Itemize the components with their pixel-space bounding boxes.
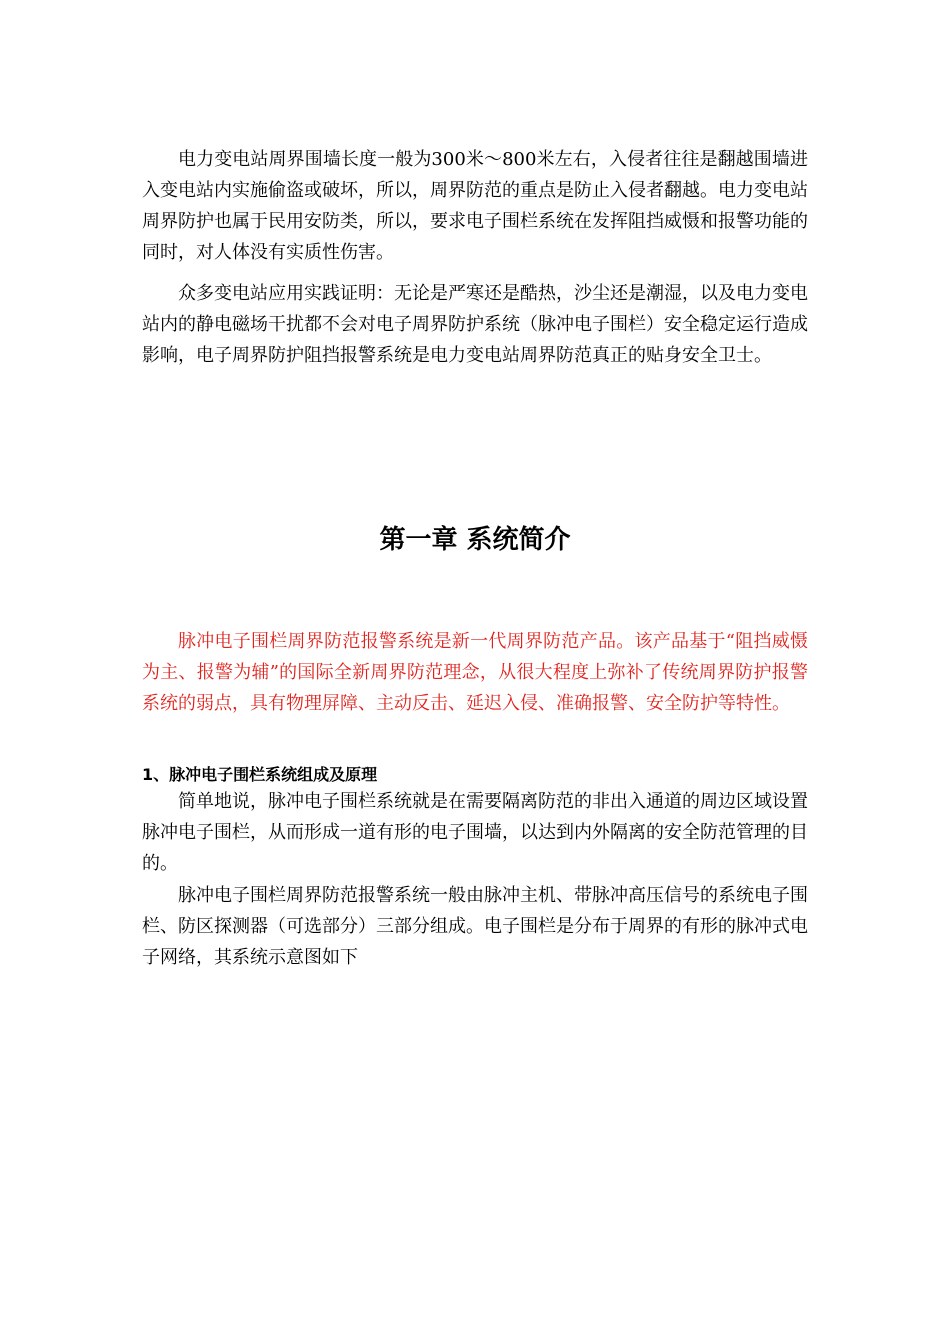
intro-paragraph-perimeter-length: 电力变电站周界围墙长度一般为300米～800米左右，入侵者往往是翻越围墙进入变电站内实施偷盗或破坏，所以，周界防范的重点是防止入侵者翻越。电力变电站周界防护也属于民用安防类，所以，要求电子围栏系统在发挥阻挡威慑和报警功能的同时，对人体没有实质性伤害。: [142, 149, 808, 263]
document-page: [142, 0, 808, 1344]
chapter-title: 第一章 系统简介: [379, 525, 571, 555]
section-heading: 1、脉冲电子围栏系统组成及原理: [142, 765, 378, 784]
section-paragraph-definition: 简单地说，脉冲电子围栏系统就是在需要隔离防范的非出入通道的周边区域设置脉冲电子围栏，从而形成一道有形的电子围墙，以达到内外隔离的安全防范管理的目的。: [142, 791, 808, 874]
intro-paragraph-field-practice: 众多变电站应用实践证明：无论是严寒还是酷热，沙尘还是潮湿，以及电力变电站内的静电磁场干扰都不会对电子周界防护系统（脉冲电子围栏）安全稳定运行造成影响，电子周界防护阻挡报警系统是电力变电站周界防范真正的贴身安全卫士。: [142, 283, 808, 366]
section-paragraph-composition: 脉冲电子围栏周界防范报警系统一般由脉冲主机、带脉冲高压信号的系统电子围栏、防区探测器（可选部分）三部分组成。电子围栏是分布于周界的有形的脉冲式电子网络，其系统示意图如下: [142, 885, 808, 968]
chapter-intro-highlight-paragraph: 脉冲电子围栏周界防范报警系统是新一代周界防范产品。该产品基于“阻挡威慑为主、报警为辅”的国际全新周界防范理念，从很大程度上弥补了传统周界防护报警系统的弱点，具有物理屏障、主动反击、延迟入侵、准确报警、安全防护等特性。: [142, 631, 808, 714]
